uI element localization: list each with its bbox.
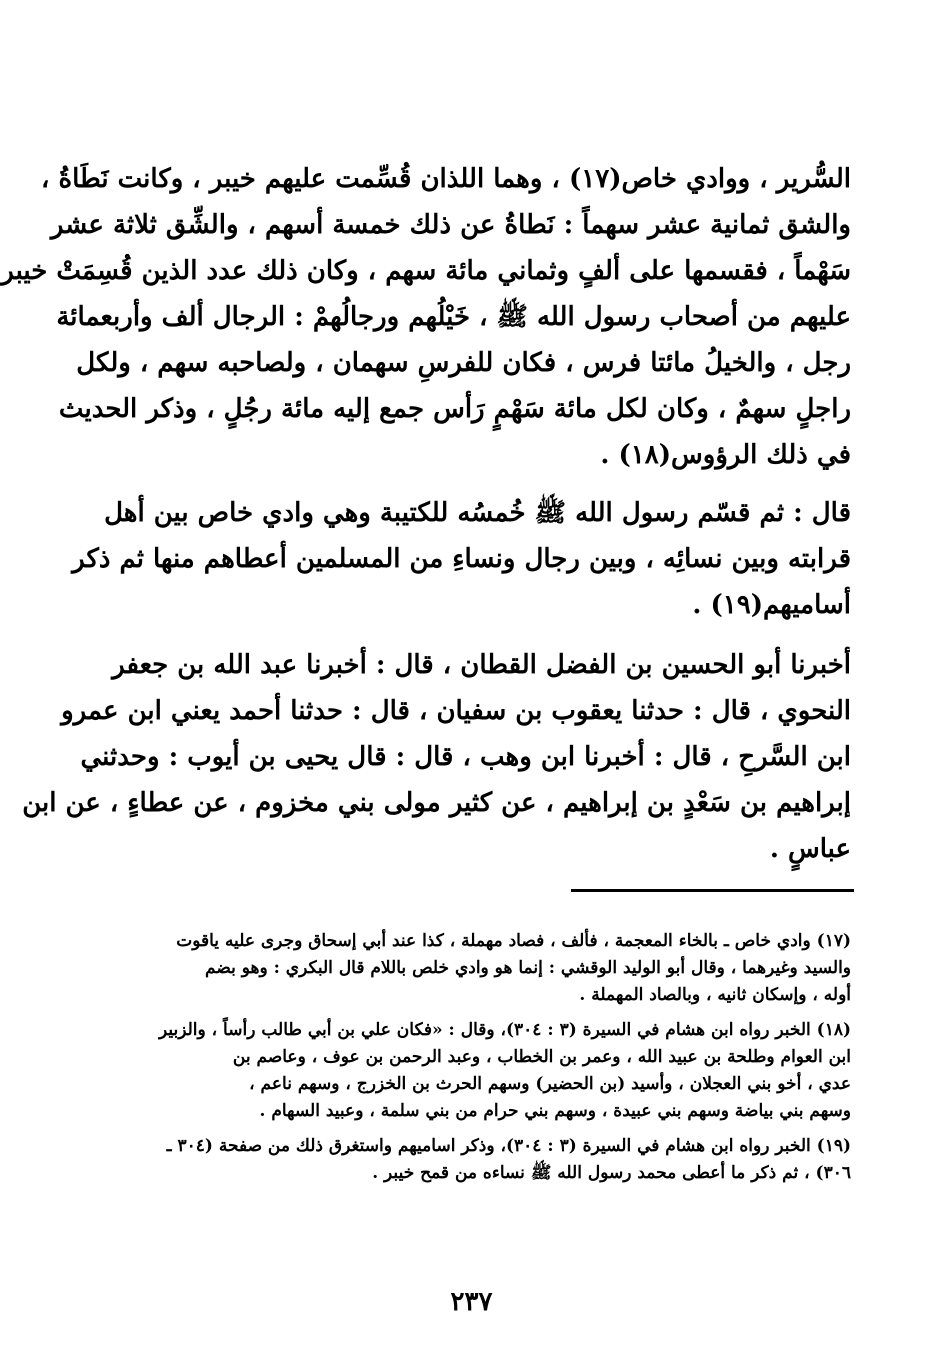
footnote-line: ٣٠٦) ، ثم ذكر ما أعطى محمد رسول الله ﷺ نساءه من قمح خيبر .: [372, 1163, 851, 1183]
text-line: إبراهيم بن سَعْدٍ بن إبراهيم ، عن كثير مولى بني مخزوم ، عن عطاءٍ ، عن ابن: [22, 788, 851, 818]
footnote-17: [111, 928, 851, 1009]
paragraph-3: [22, 642, 851, 872]
paragraph-1: [1, 156, 851, 478]
footnote-line: وسهم بني بياضة وسهم بني عبيدة ، وسهم بني حرام من بني سلمة ، وعبيد السهام .: [259, 1101, 851, 1121]
text-line: في ذلك الرؤوس(١٨) .: [600, 440, 851, 470]
text-line: قال : ثم قسّم رسول الله ﷺ خُمسُه للكتيبة وهي وادي خاص بين أهل: [104, 498, 851, 528]
text-line: والشق ثمانية عشر سهماً : نَطاةُ عن ذلك خمسة أسهم ، والشِّق ثلاثة عشر: [50, 210, 851, 240]
text-line: أخبرنا أبو الحسين بن الفضل القطان ، قال : أخبرنا عبد الله بن جعفر: [112, 650, 851, 680]
footnotes: [111, 928, 851, 1187]
footnote-line: عدي ، أخو بني العجلان ، وأسيد (بن الحضير) وسهم الحرث بن الخزرج ، وسهم ناعم ،: [249, 1074, 851, 1094]
footnote-line: ابن العوام وطلحة بن عبيد الله ، وعمر بن الخطاب ، وعبد الرحمن بن عوف ، وعاصم بن: [232, 1047, 851, 1067]
text-line: ابن السَّرحِ ، قال : أخبرنا ابن وهب ، قال : قال يحيى بن أيوب : وحدثني: [80, 742, 851, 772]
text-line: السُّرير ، ووادي خاص(١٧) ، وهما اللذان قُسِّمت عليهم خيبر ، وكانت نَطَاةُ ،: [41, 164, 851, 194]
footnote-line: (١٩) الخبر رواه ابن هشام في السيرة (٣ : ٣٠٤)، وذكر اساميهم واستغرق ذلك من صفحة (٣٠٤ ـ: [166, 1136, 851, 1156]
text-line: قرابته وبين نسائِه ، وبين رجال ونساءِ من المسلمين أعطاهم منها ثم ذكر: [72, 544, 851, 574]
text-line: أساميهم(١٩) .: [692, 590, 851, 620]
text-line: النحوي ، قال : حدثنا يعقوب بن سفيان ، قال : حدثنا أحمد يعني ابن عمرو: [61, 696, 851, 726]
footnote-line: (١٧) وادي خاص ـ بالخاء المعجمة ، فألف ، فصاد مهملة ، كذا عند أبي إسحاق وجرى عليه ياقوت: [176, 931, 851, 951]
footnote-separator: [571, 889, 854, 892]
footnote-line: أوله ، وإسكان ثانيه ، وبالصاد المهملة .: [579, 985, 851, 1005]
footnote-line: والسيد وغيرهما ، وقال أبو الوليد الوقشي : إنما هو وادي خلص باللام قال البكري : وهو بضم: [205, 958, 851, 978]
footnote-18: [111, 1017, 851, 1125]
text-line: رجل ، والخيلُ مائتا فرس ، فكان للفرسِ سهمان ، ولصاحبه سهم ، ولكل: [76, 348, 851, 378]
footnote-line: (١٨) الخبر رواه ابن هشام في السيرة (٣ : ٣٠٤)، وقال : «فكان علي بن أبي طالب رأساً ، والزبير: [158, 1020, 851, 1040]
paragraph-2: [72, 490, 851, 628]
text-line: راجلٍ سهمٌ ، وكان لكل مائة سَهْمٍ رَأس جمع إليه مائة رجُلٍ ، وذكر الحديث: [58, 394, 851, 424]
text-line: عباسٍ .: [769, 834, 851, 864]
text-line: عليهم من أصحاب رسول الله ﷺ ، خَيْلُهم ورجالُهمْ : الرجال ألف وأربعمائة: [56, 302, 851, 332]
text-line: سَهْماً ، فقسمها على ألفٍ وثماني مائة سهم ، وكان ذلك عدد الذين قُسِمَتْ خيبر: [1, 256, 851, 286]
footnote-19: [111, 1133, 851, 1187]
page-number: ٢٣٧: [450, 1287, 493, 1317]
